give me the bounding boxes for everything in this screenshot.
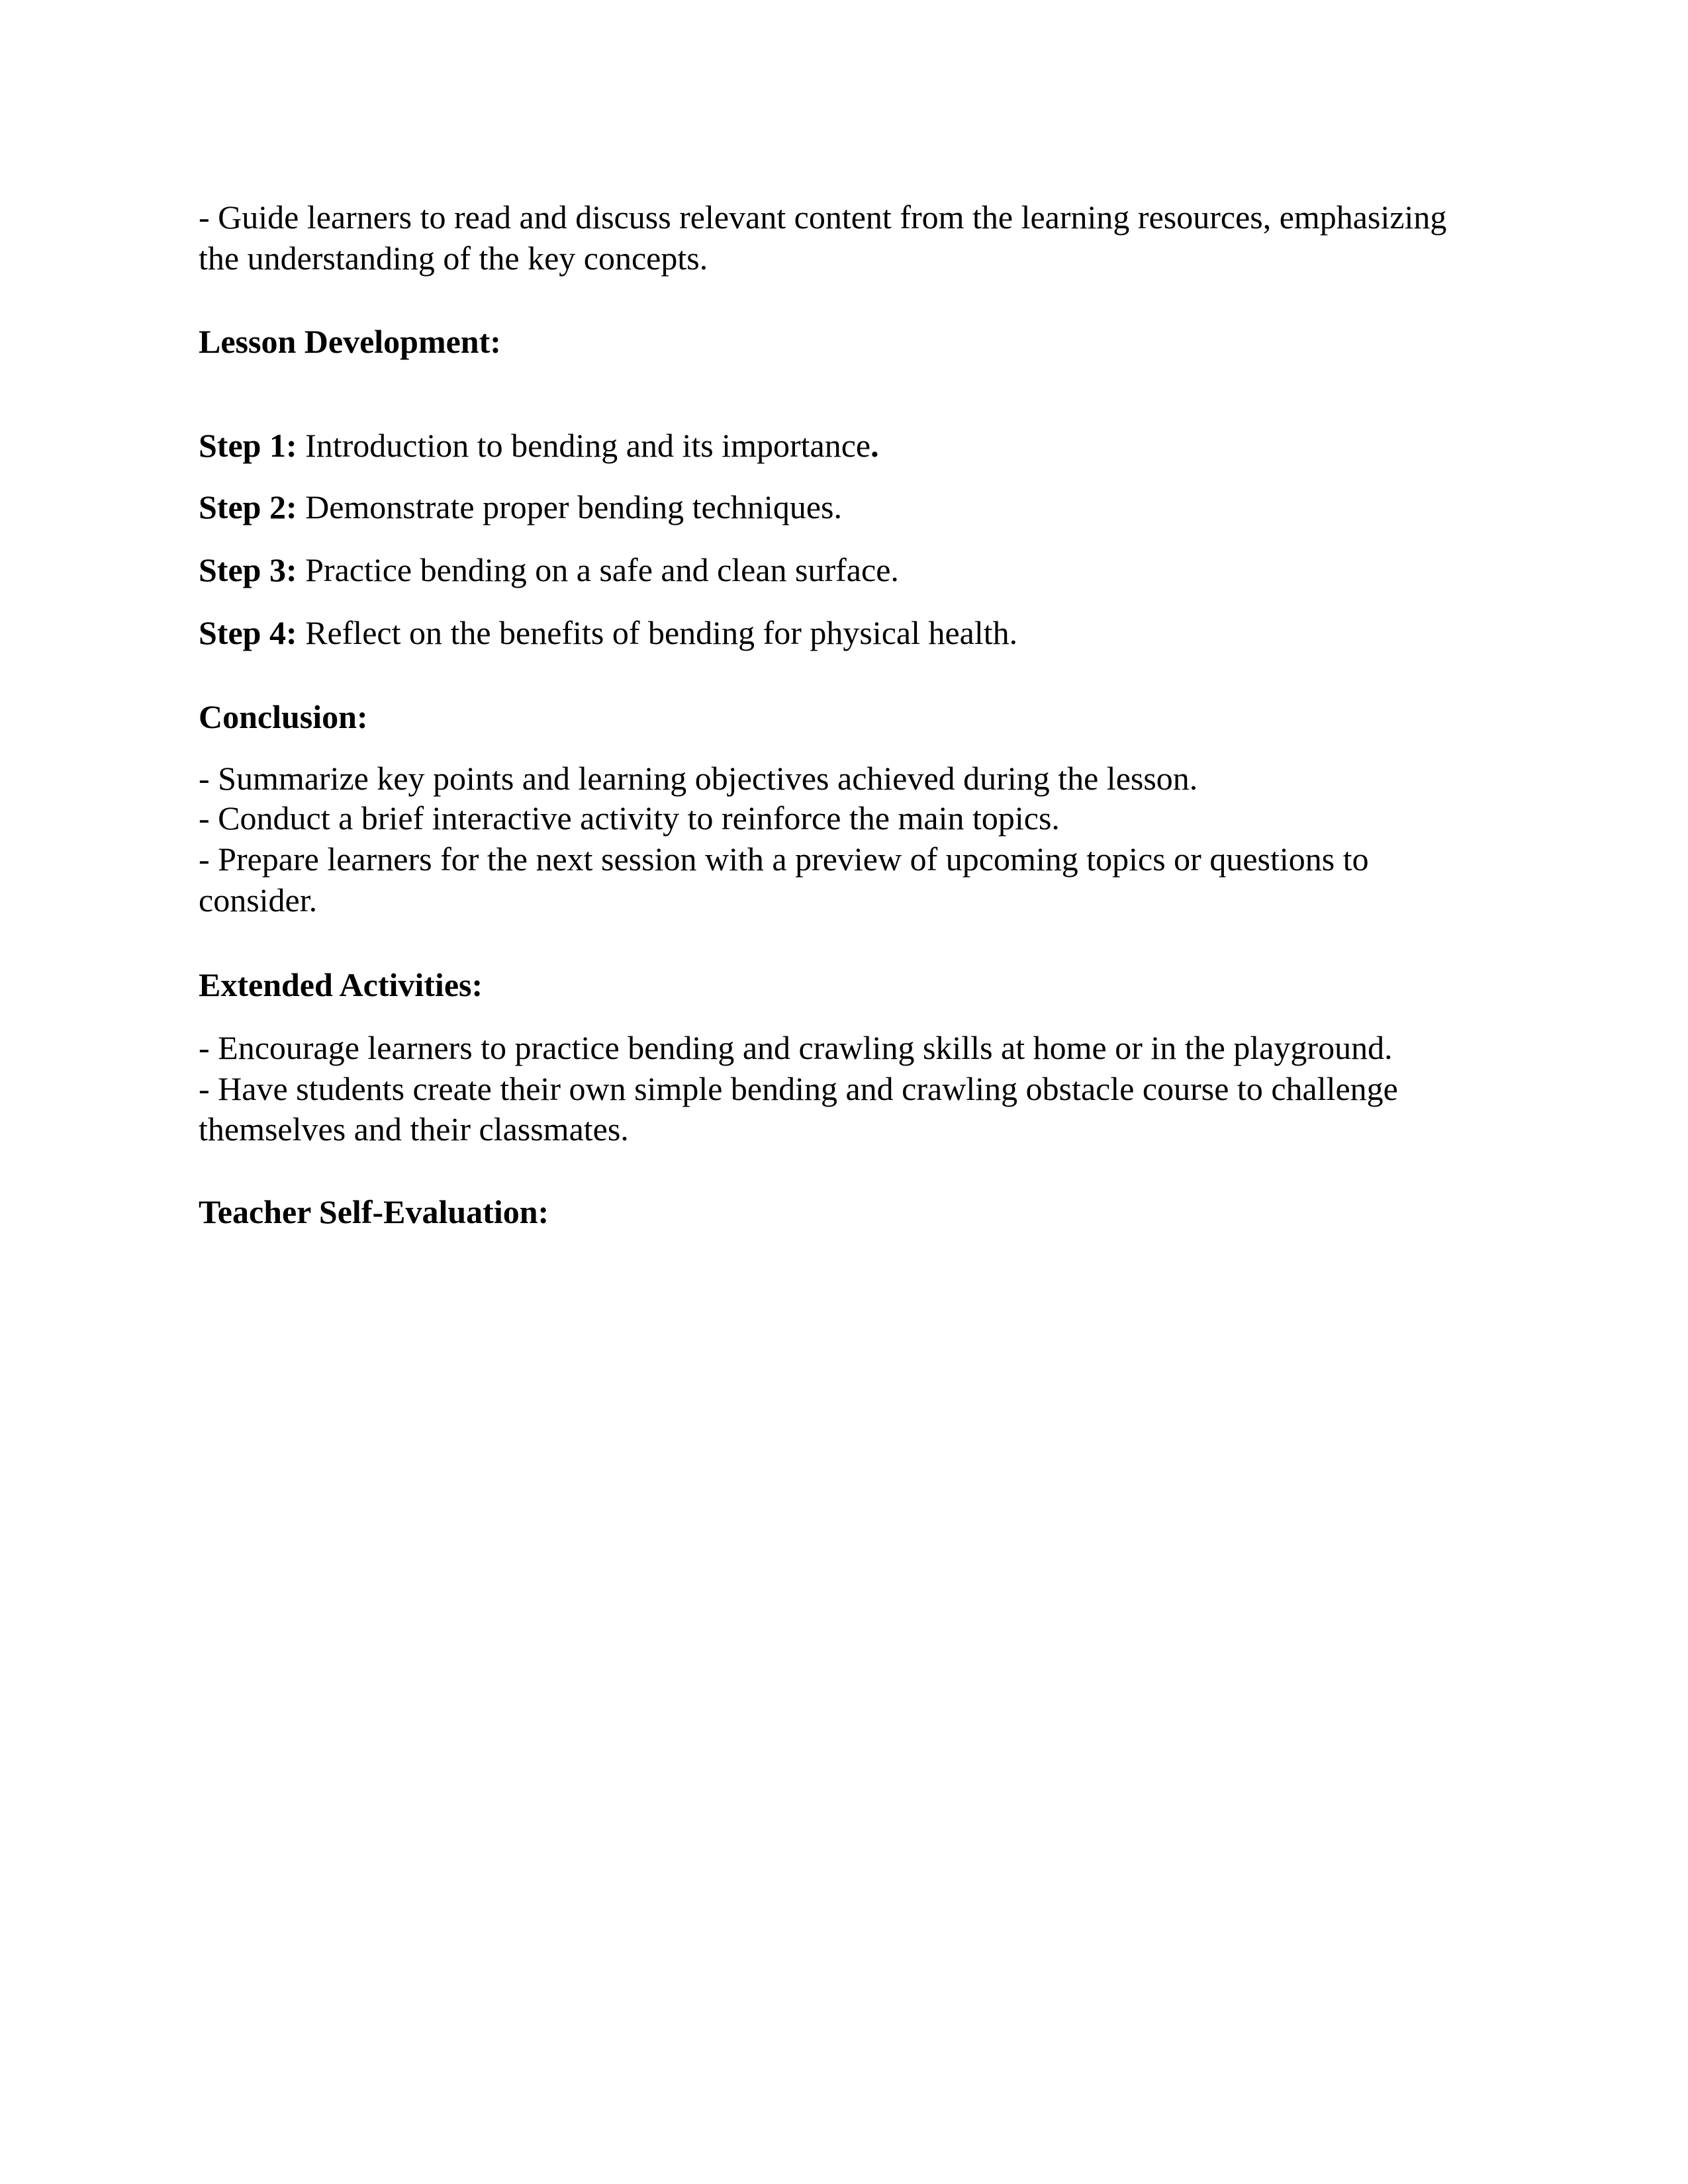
intro-line-1: - Guide learners to read and discuss relevant content from the learning resources, emphasizing <box>199 199 1447 236</box>
conclusion-heading: Conclusion: <box>199 698 368 735</box>
extended-activity-item-2: - Have students create their own simple bending and crawling obstacle course to challenge <box>199 1070 1398 1107</box>
step-1-label: Step 1: <box>199 427 297 464</box>
step-3-label: Step 3: <box>199 551 297 588</box>
step-4-text: Reflect on the benefits of bending for physical health. <box>305 614 1018 651</box>
conclusion-item-3-continued: consider. <box>199 882 318 919</box>
step-2-text: Demonstrate proper bending techniques. <box>305 488 842 525</box>
step-3-text: Practice bending on a safe and clean surface. <box>305 551 899 588</box>
step-3 <box>199 549 899 590</box>
lesson-development-heading: Lesson Development: <box>199 323 501 360</box>
conclusion-item-3: - Prepare learners for the next session with a preview of upcoming topics or questions to <box>199 841 1369 878</box>
step-1-end-punct: . <box>870 427 879 464</box>
intro-line-2: the understanding of the key concepts. <box>199 240 708 277</box>
step-2 <box>199 486 842 527</box>
step-1-text: Introduction to bending and its importance <box>305 427 871 464</box>
extended-activity-item-2-continued: themselves and their classmates. <box>199 1111 629 1148</box>
extended-activity-item-1: - Encourage learners to practice bending and crawling skills at home or in the playground. <box>199 1029 1393 1066</box>
step-2-label: Step 2: <box>199 488 297 525</box>
teacher-self-evaluation-heading: Teacher Self-Evaluation: <box>199 1193 549 1230</box>
conclusion-item-1: - Summarize key points and learning objectives achieved during the lesson. <box>199 760 1198 797</box>
step-4 <box>199 612 1017 653</box>
extended-activities-heading: Extended Activities: <box>199 966 483 1003</box>
conclusion-item-2: - Conduct a brief interactive activity to reinforce the main topics. <box>199 799 1060 837</box>
step-4-label: Step 4: <box>199 614 297 651</box>
step-1 <box>199 425 879 466</box>
